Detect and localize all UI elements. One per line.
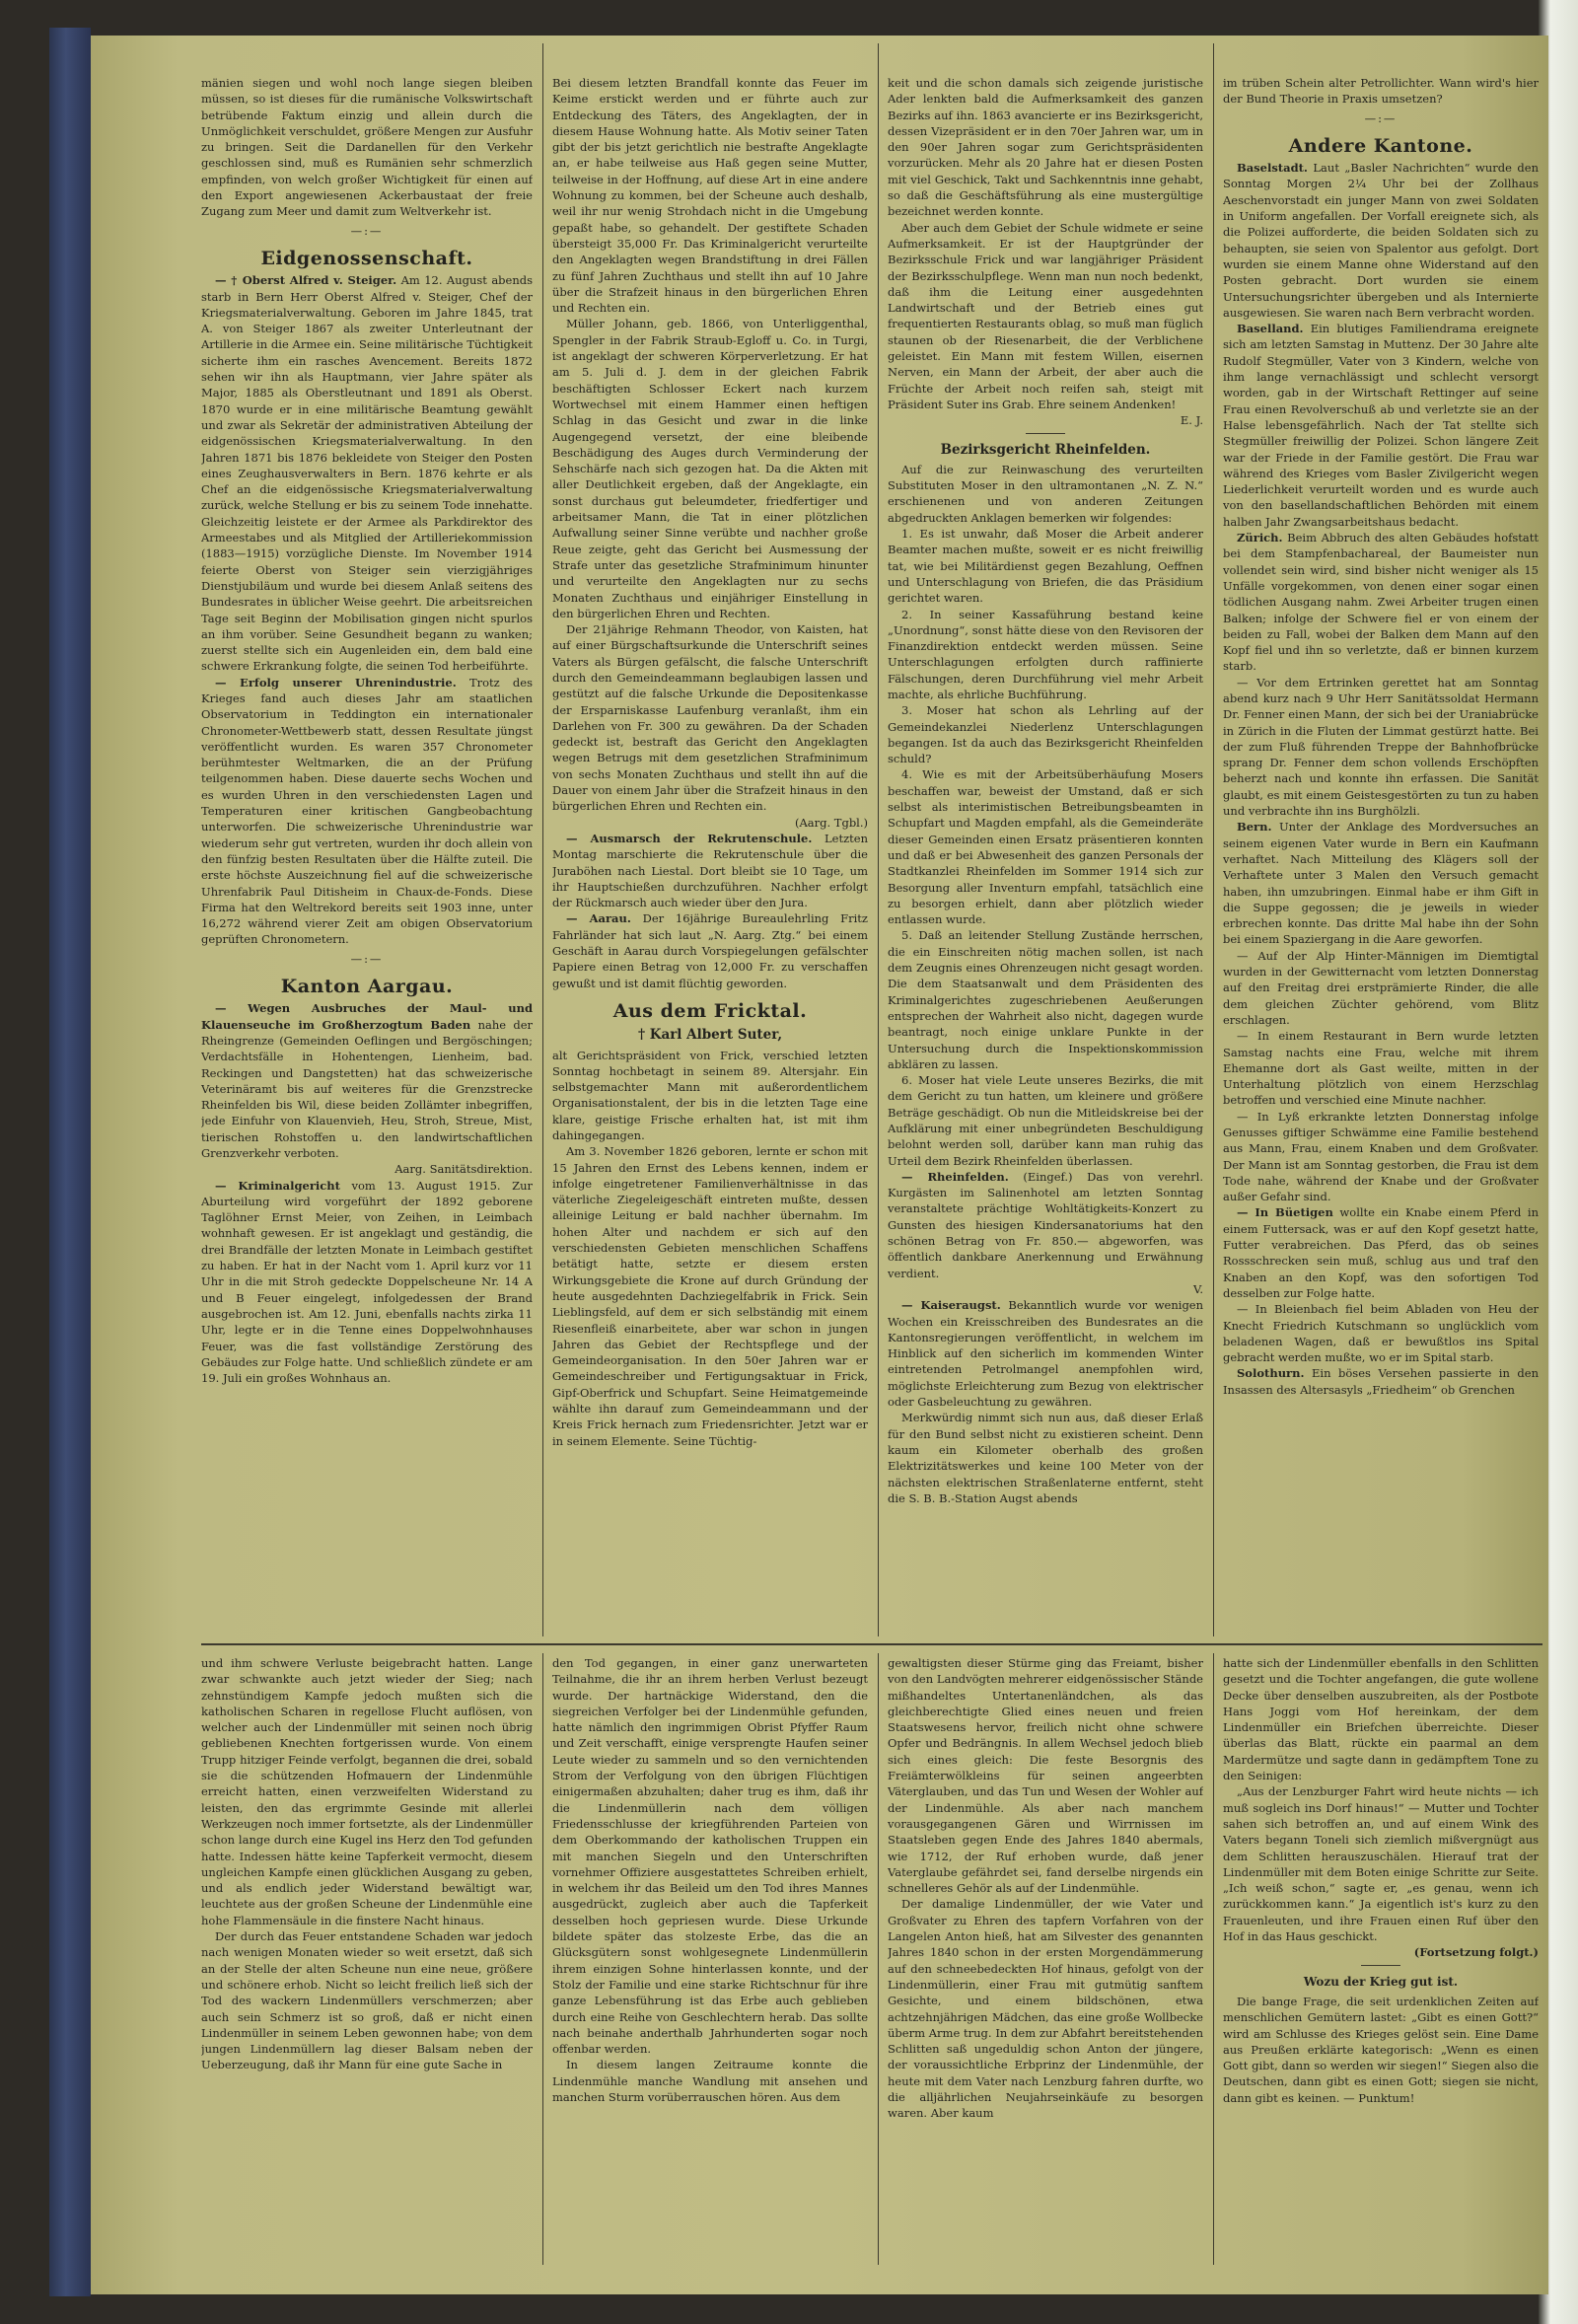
- article-text: alt Gerichtspräsident von Frick, verschied letzten Sonntag hochbetagt in seinem 89. Altersjahr. Ein selbstgemachter Mann mit außerordentlichem Organisationstalent, der bis in die letzten Tage eine klare, geistige Frische erhalten hat, ist mit ihm dahingegangen.: [552, 1048, 868, 1142]
- article-text: Müller Johann, geb. 1866, von Unterliggenthal, Spengler in der Fabrik Straub-Egloff u. Co. in Turgi, ist angeklagt der schweren Körperverletzung. Er hat am 5. Juli d. J. dem in der gleichen Fabrik beschäftigten Schlosser Eckert nach kurzem Wortwechsel mit einem Hammer einen heftigen Schlag in das Gesicht und zwar in die linke Augengegend versetzt, der eine bleibende Beschädigung des Auges durch Verminderung der Sehschärfe nach sich gezogen hat. Da die Akten mit aller Deutlichkeit ergeben, daß der Angeklagte, ein sonst durchaus gut beleumdeter, friedfertiger und arbeitsamer Mann, die Tat in einer plötzlichen Aufwallung seiner Sinne verübte und nachher große Reue zeigte, geht das Gericht bei Ausmessung der Strafe unter das gesetzliche Strafminimum hinunter und verurteilte den Angeklagten nur zu sechs Monaten Zuchthaus und einjähriger Einstellung in den bürgerlichen Ehren und Rechten.: [552, 317, 868, 620]
- column-rule: [878, 1653, 879, 2265]
- article-signature: V.: [1193, 1281, 1203, 1296]
- article-text: Aber auch dem Gebiet der Schule widmete er seine Aufmerksamkeit. Er ist der Hauptgründer der Bezirksschule Frick und war langjähriger Präsident der Bezirksschulpflege. Wenn man nun noch bedenkt, daß ihm die Leitung einer ausgedehnten Landwirtschaft und der Betrieb eines gut frequentierten Restaurants oblag, so muß man füglich staunen ob der Riesenarbeit, die der Verblichene geleistet. Ein Mann mit festem Willen, eisernen Nerven, ein Mann der Arbeit, der aber auch die Früchte der Arbeit noch reifen sah, steigt mit Präsident Suter ins Grab. Ehre seinem Andenken!: [888, 220, 1203, 411]
- article-text: Ein böses Versehen passierte in den Insassen des Altersasyls „Friedheim“ ob Grenchen: [1223, 1366, 1539, 1397]
- section-heading-eidgenossenschaft: Eidgenossenschaft.: [260, 247, 473, 269]
- article-text: mänien siegen und wohl noch lange siegen bleiben müssen, so ist dieses für die rumänische Volkswirtschaft betrübende Faktum einzig und allein durch die Unmöglichkeit verschuldet, größere Mengen zur Ausfuhr zu bringen. Seit die Dardanellen für den Verkehr geschlossen sind, muß es Rumänien sehr schmerzlich empfinden, von welch großer Wichtigkeit für einen auf den Export angewiesenen Ackerbaustaat der freie Zugang zum Meer und damit zum Weltverkehr ist.: [201, 76, 533, 219]
- article-text: 4. Wie es mit der Arbeitsüberhäufung Mosers beschaffen war, beweist der Umstand, daß er sich selbst als interimistischen Betreibungsbeamten in Schupfart und Magden empfahl, als die Gemeinderäte dieser Gemeinden einen Ersatz präsentieren konnten und daß er bei Abwesenheit des ganzen Personals der Stadtkanzlei Rheinfelden im Sommer 1914 sich zur Besorgung aller Inventurn empfahl, tatsächlich eine zu besorgen erhielt, dann aber plötzlich wieder entlassen wurde.: [888, 767, 1203, 927]
- story-text: gewaltigsten dieser Stürme ging das Freiamt, bisher von den Landvögten mehrerer eidgenössischer Stände mißhandeltes Untertanenländchen, als das gleichberechtigte Glied eines neuen und freien Staatswesens hervor, freilich nicht ohne schwere Opfer und Bedrängnis. In allem Wechsel jedoch blieb sich eines gleich: Die feste Besorgnis des Freiämterwölkleins für seinen angeerbten Väterglauben, und das Tun und Wesen der Wohler auf der Lindenmühle. Als aber nach manchem vorausgegangenen Gären und Wirrnissen im Staatsleben gegen Ende des Jahres 1840 abermals, wie 1712, der Ruf erhoben wurde, daß jener Vaterglaube gefährdet sei, fand derselbe nirgends ein schnelleres Gehör als auf der Lindenmühle.: [888, 1656, 1203, 1896]
- article-text: Auf die zur Reinwaschung des verurteilten Substituten Moser in den ultramontanen „N. Z. N.“ erschienenen und von anderen Zeitungen abgedruckten Anklagen bemerken wir folgendes:: [888, 462, 1203, 525]
- story-text: hatte sich der Lindenmüller ebenfalls in den Schlitten gesetzt und die Tochter angefangen, die gute wollene Decke über denselben auszubreiten, als der Postbote Hans Joggi vom Hof hereinkam, der dem Lindenmüller ein Briefchen überreichte. Dieser überlas das Blatt, rückte ein paarmal an dem Mardermütze und sagte dann in gedämpftem Tone zu den Seinigen:: [1223, 1656, 1539, 1783]
- column-1: [201, 75, 533, 1638]
- book-spine: [49, 28, 91, 2296]
- continuation-note: (Fortsetzung folgt.): [1413, 1945, 1539, 1960]
- column-3: [888, 75, 1203, 1638]
- story-text: Der durch das Feuer entstandene Schaden war jedoch nach wenigen Monaten wieder so weit ersetzt, daß sich an der Stelle der alten Scheune nun eine neue, größere und schönere erhob. Nicht so leicht freilich ließ sich der Tod des wackern Lindenmüllers verschmerzen; aber auch sein Schmerz ist so groß, daß er nicht einen Lindenmüller in seinem Leben gewonnen habe; von dem jungen Lindenmüllern lag dieser Balsam neben der Ueberzeugung, daß ihr Mann für eine gute Sache in: [201, 1929, 533, 2072]
- article-text: Am 12. August abends starb in Bern Herr Oberst Alfred v. Steiger, Chef der Kriegsmaterialverwaltung. Geboren im Jahre 1845, trat A. von Steiger 1867 als zweiter Unterleutnant der Artillerie in die Armee ein. Seine militärische Tüchtigkeit sicherte ihm ein rasches Avencement. Bereits 1872 sehen wir ihn als Hauptmann, vier Jahre später als Major, 1885 als Oberstleutnant und 1891 als Oberst. 1870 wurde er in eine militärische Beamtung gewählt und zwar als Sekretär der administrativen Abteilung der eidgenössischen Kriegsmaterialverwaltung. In den Jahren 1871 bis 1876 bekleidete von Steiger den Posten eines Zeughausverwalters in Bern. 1876 kehrte er als Chef an die eidgenössische Kriegsmaterialverwaltung zurück, welche Stellung er bis zu seinem Tode innehatte. Gleichzeitig leistete er der Armee als Parkdirektor des Armeestabes und als Mitglied der Artilleriekommission (1883—1915) vorzügliche Dienste. Im November 1914 feierte Oberst von Steiger sein vierzigjähriges Dienstjubiläum und wurde bei diesem Anlaß seitens des Bundesrates in üblicher Weise geehrt. Die arbeitsreichen Tage seit Beginn der Mobilisation gingen nicht spurlos an ihm vorüber. Seine Gesundheit begann zu wanken; zuerst stellte sich ein Augenleiden ein, dem bald eine schwere Erkrankung folgte, die seinen Tod herbeiführte.: [201, 273, 533, 674]
- feuilleton-column-3: [888, 1655, 1203, 2267]
- article-lead: Baselland.: [1237, 322, 1304, 336]
- article-text: vom 13. August 1915. Zur Aburteilung wird vorgeführt der 1892 geborene Taglöhner Ernst Meier, von Zeihen, in Leimbach wohnhaft gewesen. Er ist angeklagt und geständig, die drei Brandfälle der letzten Monate in Leimbach gestiftet zu haben. Er hat in der Nacht vom 1. April kurz vor 11 Uhr in die mit Stroh gedeckte Doppelscheune Nr. 14 A und B Feuer eingelegt, infolgedessen der Brand ausgebrochen ist. Am 12. Juni, ebenfalls nachts zirka 11 Uhr, legte er in die Tenne eines Doppelwohnhauses Feuer, was die fast vollständige Zerstörung des Gebäudes zur Folge hatte. Und schließlich zündete er am 19. Juli ein großes Wohnhaus an.: [201, 1178, 533, 1386]
- article-text: Letzten Montag marschierte die Rekrutenschule über die Juraböhen nach Liestal. Dort bleibt sie 10 Tage, um ihr Hauptschießen durchzuführen. Nachher erfolgt der Rückmarsch auch wieder über den Jura.: [552, 831, 868, 910]
- story-text: den Tod gegangen, in einer ganz unerwarteten Teilnahme, die ihr an ihrem herben Verlust bezeugt wurde. Der hartnäckige Widerstand, den die siegreichen Verfolger bei der Lindenmühle gefunden, hatte nämlich den ingrimmigen Obrist Pfyffer Raum und Zeit verschafft, einige versprengte Haufen seiner Leute wieder zu sammeln und so den vernichtenden Strom der Verfolgung von den übrigen Flüchtigen einigermaßen abzuhalten; daher trug es ihm, daß ihr die Lindenmüllerin nach dem völligen Friedensschlusse der kriegführenden Parteien von dem Oberkommando der katholischen Truppen ein mit manchen Siegeln und den Unterschriften vornehmer Offiziere ausgestattetes Schreiben erhielt, in welchem ihr das Beileid um den Tod ihres Mannes ausgedrückt, zugleich aber auch die Tapferkeit desselben hoch gepriesen wurde. Diese Urkunde bildete später das stolzeste Erbe, das die an Glücksgütern sonst wohlgesegnete Lindenmüllerin ihrem einzigen Sohne hinterlassen konnte, und der Stolz der Familie und eine starke Richtschnur für ihre ganze Lebensführung ist das Erbe auch geblieben durch eine Reihe von Geschlechtern herab. Das sollte nach beinahe anderthalb Jahrhunderten sogar noch offenbar werden.: [552, 1656, 868, 2057]
- article-lead: Solothurn.: [1237, 1366, 1305, 1381]
- article-lead: — Rheinfelden.: [901, 1169, 1009, 1184]
- section-heading-aargau: Kanton Aargau.: [280, 976, 454, 998]
- feuilleton-column-2: [552, 1655, 868, 2267]
- article-signature: E. J.: [1180, 413, 1203, 428]
- article-text: Die bange Frage, die seit urdenklichen Zeiten auf menschlichen Gemütern lastet: „Gibt es einen Gott?“ wird am Schlusse des Krieges gelöst sein. Eine Dame aus Preußen erklärte kategorisch: „Wenn es einen Gott gibt, dann so werden wir siegen!“ Siegen also die Deutschen, dann gibt es einen Gott; siegen sie nicht, dann gibt es keinen. — Punktum!: [1223, 1994, 1539, 2105]
- article-text: Beim Abbruch des alten Gebäudes hofstatt bei dem Stampfenbachareal, der Baumeister nun vollendet sein wird, sind bisher nicht weniger als 15 Unfälle vorgekommen, von denen einer sogar einen tödlichen Ausgang nahm. Zwei Arbeiter trugen einen Balken; infolge der Schwere fiel er von einem der beiden zu Fall, wobei der Balken dem Mann auf den Kopf fiel und ihn so verletzte, daß er binnen kurzem starb.: [1223, 531, 1539, 674]
- article-text: Ein blutiges Familiendrama ereignete sich am letzten Samstag in Muttenz. Der 30 Jahre alte Rudolf Stegmüller, Vater von 3 Kindern, welche von ihm lange vernachlässigt und schlecht versorgt worden, gab in der Wirtschaft Rettinger auf seine Frau einen Revolverschuß ab und verletzte sie an der Halse lebensgefährlich. Nach der Tat stellte sich Stegmüller freiwillig der Polizei. Schon längere Zeit war der Friede in der Familie gestört. Die Frau war während des Krieges vom Basler Zivilgericht wegen Liederlichkeit verurteilt worden und es wurde auch von den basellandschaftlichen Behörden mit einem halben Jahr Zwangsarbeitshaus bedacht.: [1223, 322, 1539, 529]
- story-text: In diesem langen Zeitraume konnte die Lindenmühle manche Wandlung mit ansehen und manchen Sturm vorüberrauschen hören. Aus dem: [552, 2058, 868, 2105]
- column-rule: [1213, 43, 1214, 1636]
- article-text: Das von verehrl. Kurgästen im Salinenhotel am letzten Sonntag veranstaltete prächtige Wohltätigkeits-Konzert zu Gunsten des hiesigen Kindersanatoriums hat den schönen Betrag von Fr. 850.— abgeworfen, was öffentlich dankbare Anerkennung und Erwähnung verdient.: [888, 1169, 1203, 1280]
- article-text: Trotz des Krieges fand auch dieses Jahr am staatlichen Observatorium in Teddington ein internationaler Chronometer-Wettbewerb statt, dessen Resultate jüngst veröffentlicht wurden. Es waren 357 Chronometer berühmtester Weltmarken, die an der Prüfung teilgenommen haben. Diese dauerte sechs Wochen und es wurden Uhren in den verschiedensten Lagen und Temperaturen einer kritischen Gangbeobachtung unterworfen. Die schweizerische Uhrenindustrie war wiederum sehr gut vertreten, wurden ihr doch allein von den fünfzig besten Resultaten über die Hälfte zuteil. Die erste höchste Auszeichnung fiel auf die schweizerische Uhrenfabrik Paul Ditisheim in Chaux-de-Fonds. Diese Firma hat den Weltrekord bereits seit 1903 inne, unter 16,272 während vierer Zeit am obigen Observatorium geprüften Chronometern.: [201, 675, 533, 947]
- article-source: Aarg. Sanitätsdirektion.: [394, 1162, 533, 1177]
- feuilleton-rule: [201, 1643, 1542, 1645]
- article-text: nahe der Rheingrenze (Gemeinden Oeflingen und Bergöschingen; Verdachtsfälle in Hohentengen, Lienheim, bad. Reckingen und Dangstetten) hat das schweizerische Veterinäramt bis auf weiteres für die Grenzstrecke Rheinfelden bis Wil, diese beiden Zollämter inbegriffen, jede Einfuhr von Klauenvieh, Heu, Stroh, Streue, Mist, tierischen Rohstoffen u. den landwirtschaftlichen Grenzverkehr verboten.: [201, 1017, 533, 1160]
- column-rule: [542, 43, 543, 1636]
- separator: —:—: [350, 951, 384, 966]
- column-rule: [878, 43, 879, 1636]
- article-text: Der 16jährige Bureaulehrling Fritz Fahrländer hat sich laut „N. Aarg. Ztg.“ bei einem Geschäft in Aarau durch Vorspiegelungen gefälschter Papiere einen Betrag von 12,000 Fr. zu verschaffen gewußt und ist damit flüchtig geworden.: [552, 911, 868, 990]
- separator: —:—: [350, 223, 384, 238]
- article-text: keit und die schon damals sich zeigende juristische Ader lenkten bald die Aufmerksamkeit des ganzen Bezirks auf ihn. 1863 avancierte er ins Bezirksgericht, dessen Vizepräsident er in den 70er Jahren war, um in den 90er Jahren sogar zum Gerichtspräsidenten vorzurücken. Mehr als 20 Jahre hat er diesen Posten mit viel Geschick, Takt und Sachkenntnis inne gehabt, so daß die Geschäftsführung als eine mustergültige bezeichnet werden konnte.: [888, 76, 1203, 219]
- article-text: 6. Moser hat viele Leute unseres Bezirks, die mit dem Gericht zu tun hatten, um kleinere und größere Beträge geschädigt. Ob nun die Mitleidskreise bei der Aufklärung mit einer unbegründeten Beschuldigung belohnt werden soll, darüber kann man ruhig das Urteil dem Bezirk Rheinfelden überlassen.: [888, 1073, 1203, 1168]
- article-text: Bekanntlich wurde vor wenigen Wochen ein Kreisschreiben des Bundesrates an die Kantonsregierungen veröffentlicht, in welchem im Hinblick auf den sicherlich im kommenden Winter eintretenden Petrolmangel anempfohlen wird, möglichste Erleichterung zum Bezug von elektrischer oder Gasbeleuchtung zu gewähren.: [888, 1298, 1203, 1410]
- article-text: — In Lyß erkrankte letzten Donnerstag infolge Genusses giftiger Schwämme eine Familie bestehend aus Mann, Frau, einem Knaben und dem Großvater. Der Mann ist am Sonntag gestorben, die Frau ist dem Tode nahe, während der Knabe und der Großvater außer Gefahr sind.: [1223, 1109, 1539, 1204]
- article-lead: Bern.: [1237, 820, 1272, 835]
- article-lead: Baselstadt.: [1237, 161, 1308, 176]
- newspaper-page: [91, 36, 1548, 2294]
- article-text: Bei diesem letzten Brandfall konnte das Feuer im Keime erstickt werden und er führte auch zur Entdeckung des Täters, des Angeklagten, der in diesem Hause Wohnung hatte. Als Motiv seiner Taten gibt der bis jetzt gerichtlich nie bestrafte Angeklagte an, er habe teilweise aus Haß gegen seine Mutter, teilweise in der Hoffnung, auf diese Art in eine andere Wohnung zu kommen, bei der Scheune auch deshalb, weil ihr nur wenig Strohdach nicht in die Umgebung gepaßt habe, so gehandelt. Der gestiftete Schaden übersteigt 35,000 Fr. Das Kriminalgericht verurteilte den Angeklagten wegen Brandstiftung in drei Fällen zu fünf Jahren Zuchthaus und stellt ihn auf 10 Jahre über die Strafzeit hinaus in den bürgerlichen Ehren und Rechten ein.: [552, 76, 868, 316]
- article-source: (Eingef.): [1023, 1169, 1073, 1184]
- column-2: [552, 75, 868, 1638]
- story-text: Der damalige Lindenmüller, der wie Vater und Großvater zu Ehren des tapfern Vorfahren von der Langelen Anton hieß, hat am Silvester des genannten Jahres 1840 schon in der ersten Morgendämmerung auf den schneebedeckten Hof hinaus, gefolgt von der Lindenmüllerin, einer Frau mit gutmütig sanftem Gesichte, und einem bildschönen, etwa achtzehnjährigen Mädchen, das eine große Wollbecke überm Arme trug. In dem zur Abfahrt bereitstehenden Schlitten saß ungeduldig schon Anton der jüngere, der voraussichtliche Erbprinz der Lindenmühle, der heute mit dem Vater nach Lenzburg fahren durfte, wo die alljährlichen Neujahrseinkäufe zu besorgen waren. Aber kaum: [888, 1897, 1203, 2121]
- column-4: [1223, 75, 1539, 1638]
- article-text: Laut „Basler Nachrichten“ wurde den Sonntag Morgen 2¼ Uhr bei der Zollhaus Aeschenvorstadt ein junger Mann von zwei Soldaten in Uniform angefallen. Der Vorfall ereignete sich, als die Polizei aufforderte, die beiden Soldaten sich zu behaupten, sie seien von Spalentor aus gefolgt. Dort wurden sie einem Manne ohne Widerstand auf den Posten gebracht. Dort wurden sie einem Untersuchungsrichter übergeben und als Internierte ausgewiesen. Sie waren nach Bern verbracht worden.: [1223, 161, 1539, 320]
- article-text: 5. Daß an leitender Stellung Zustände herrschen, die ein Einschreiten nötig machen sollen, ist nach dem Zeugnis eines Ohrenzeugen nicht gesagt worden. Die dem Staatsanwalt und dem Präsidenten des Kriminalgerichtes zugeschriebenen Aeußerungen entsprechen der Wahrheit also nicht, dagegen wurde beantragt, noch einige unklare Punkte in der Untersuchung durch die Inspektionskommission abklären zu lassen.: [888, 928, 1203, 1071]
- article-text: wollte ein Knabe einem Pferd in einem Futtersack, was er auf den Kopf gesetzt hatte, Futter verabreichen. Das Pferd, das ob seines Rossschrecken sein muß, schlug aus und traf den Knaben an den Kopf, was den sofortigen Tod desselben zur Folge hatte.: [1223, 1205, 1539, 1300]
- column-rule: [1213, 1653, 1214, 2265]
- story-text: und ihm schwere Verluste beigebracht hatten. Lange zwar schwankte auch jetzt wieder der Sieg; nach zehnstündigem Kampfe jedoch mußten sich die katholischen Scharen in regellose Flucht auflösen, von welcher auch der Lindenmüller mit seinen noch übrig gebliebenen Knechten fortgerissen wurde. Von einem Trupp hitziger Feinde verfolgt, begannen die drei, sobald sie die schützenden Hofmauern der Lindenmühle erreicht hatten, einen verzweifelten Widerstand zu leisten, den das ergrimmte Gesinde mit allerlei Werkzeugen noch immer fortsetzte, als der Lindenmüller schon lange durch eine Kugel ins Herz den Tod gefunden hatte. Indessen hätte keine Tapferkeit vermocht, diesem ungleichen Kampfe einen glücklichen Ausgang zu geben, und als endlich jeder Widerstand bewältigt war, leuchtete aus der großen Scheune der Lindenmühle eine hohe Flammensäule in die finstere Nacht hinaus.: [201, 1656, 533, 1927]
- divider: [1361, 1965, 1400, 1966]
- article-lead: — Ausmarsch der Rekrutenschule.: [566, 831, 813, 845]
- article-heading-krieg: Wozu der Krieg gut ist.: [1303, 1974, 1459, 1989]
- article-lead: — Kriminalgericht: [215, 1178, 340, 1193]
- article-lead: — Wegen Ausbruches der Maul- und Klauenseuche im Großherzogtum Baden: [201, 1001, 533, 1032]
- feuilleton-column-4: [1223, 1655, 1539, 2267]
- article-lead: — Kaiseraugst.: [901, 1298, 1001, 1313]
- article-text: 3. Moser hat schon als Lehrling auf der Gemeindekanzlei Niederlenz Unterschlagungen begangen. Ist da auch das Bezirksgericht Rheinfelden schuld?: [888, 703, 1203, 766]
- article-text: — In einem Restaurant in Bern wurde letzten Samstag nachts eine Frau, welche mit ihrem Ehemanne dort als Gast weilte, mitten in der Unterhaltung plötzlich von einem Herzschlag betroffen und verschied eine Minute nachher.: [1223, 1029, 1539, 1108]
- article-lead: — In Büetigen: [1237, 1205, 1333, 1220]
- article-text: im trüben Schein alter Petrollichter. Wann wird's hier der Bund Theorie in Praxis umsetzen?: [1223, 76, 1539, 107]
- feuilleton-column-1: [201, 1655, 533, 2267]
- divider: [1026, 433, 1065, 434]
- section-heading-andere-kantone: Andere Kantone.: [1288, 134, 1473, 157]
- article-lead: — † Oberst Alfred v. Steiger.: [215, 273, 397, 288]
- article-lead: Zürich.: [1237, 531, 1283, 545]
- article-text: 2. In seiner Kassaführung bestand keine „Unordnung“, sonst hätte diese von den Revisoren der Finanzdirektion entdeckt werden müssen. Seine Unterschlagungen erfolgten durch raffinierte Fälschungen, deren Durchführung viel mehr Arbeit machte, als ehrliche Buchführung.: [888, 607, 1203, 701]
- article-lead: — Erfolg unserer Uhrenindustrie.: [215, 675, 457, 690]
- section-heading-bezirksgericht: Bezirksgericht Rheinfelden.: [940, 441, 1151, 458]
- article-source: (Aarg. Tgbl.): [794, 815, 868, 830]
- obituary-title: † Karl Albert Suter,: [637, 1027, 783, 1044]
- article-text: — In Bleienbach fiel beim Abladen von Heu der Knecht Friedrich Kutschmann so unglücklich vom beladenen Wagen, daß er bewußtlos ins Spital gebracht werden mußte, wo er im Spital starb.: [1223, 1302, 1539, 1365]
- article-text: — Auf der Alp Hinter-Männigen im Diemtigtal wurden in der Gewitternacht vom letzten Donnerstag auf den Freitag drei erstprämierte Rinder, die alle dem gleichen Züchter gehörend, vom Blitz erschlagen.: [1223, 948, 1539, 1027]
- story-text: „Aus der Lenzburger Fahrt wird heute nichts — ich muß sogleich ins Dorf hinaus!“ — Mutter und Tochter sahen sich betroffen an, und auf einem Wink des Vaters begann Toneli sich ziemlich mißvergnügt aus dem Schlitten herauszuschälen. Hierauf trat der Lindenmüller mit dem Boten einige Schritte zur Seite. „Ich weiß schon,“ sagte er, „es genau, wenn ich zurückkommen kann.“ Ja eigentlich ist's kurz zu den Frauenleuten, und ihre Frauen einen Ruf über den Hof in das Haus geschickt.: [1223, 1784, 1539, 1944]
- section-heading-fricktal: Aus dem Fricktal.: [612, 999, 808, 1022]
- article-text: 1. Es ist unwahr, daß Moser die Arbeit anderer Beamter machen mußte, soweit er es nicht freiwillig tat, wie bei Militärdienst gegen Bezahlung, Oeffnen und Unterschlagung von Briefen, die das Präsidium gerichtet waren.: [888, 527, 1203, 606]
- article-text: Unter der Anklage des Mordversuches an seinem eigenen Vater wurde in Bern ein Kaufmann verhaftet. Nach Mitteilung des Klägers soll der Verhaftete unter 3 Malen den Versuch gemacht haben, ihn umzubringen. Einmal habe er ihm Gift in die Suppe gegossen; die je jeweils in wieder erbrechen konnte. Das dritte Mal habe ihn der Sohn bei einem Spaziergang in die Aare geworfen.: [1223, 820, 1539, 947]
- column-rule: [542, 1653, 543, 2265]
- article-text: Merkwürdig nimmt sich nun aus, daß dieser Erlaß für den Bund selbst nicht zu existieren scheint. Denn kaum ein Kilometer oberhalb des großen Elektrizitätswerkes und keine 100 Meter von der nächsten elektrischen Straßenlaterne entfernt, steht die S. B. B.-Station Augst abends: [888, 1411, 1203, 1505]
- article-text: Am 3. November 1826 geboren, lernte er schon mit 15 Jahren den Ernst des Lebens kennen, indem er infolge eingetretener Familienverhältnisse in das väterliche Ziegeleigeschäft eintreten mußte, dessen alleinige Leitung er bald nachher übernahm. Im hohen Alter und nachdem er sich auf den verschiedensten Gebieten menschlichen Schaffens betätigt hatte, setzte er diesem ersten Wirkungsgebiete die Krone auf durch Gründung der heute ausgedehnten Dachziegelfabrik in Frick. Sein Lieblingsfeld, auf dem er sich selbständig mit einem Riesenfleiß einarbeitete, aber war schon in jungen Jahren das Gebiet der Rechtspflege und der Gemeindeorganisation. In den 50er Jahren war er Gemeindeschreiber und Fertigungsaktuar in Frick, Gipf-Oberfrick und Schupfart. Seine Heimatgemeinde wählte ihn darauf zum Gemeindeammann und der Kreis Frick hernach zum Friedensrichter. Jetzt war er in seinem Elemente. Seine Tüchtig-: [552, 1144, 868, 1448]
- article-text: — Vor dem Ertrinken gerettet hat am Sonntag abend kurz nach 9 Uhr Herr Sanitätssoldat Hermann Dr. Fenner einen Mann, der sich bei der Uraniabrücke in Zürich in die Fluten der Limmat gestürzt hatte. Bei der zum Fluß führenden Treppe der Bahnhofbrücke sprang Dr. Fenner dem schon vollends Erschöpften beherzt nach und konnte ihn erfassen. Die Sanität glaubt, es mit einem Geistesgestörten zu tun zu haben und verbrachte ihn ins Burghölzli.: [1223, 675, 1539, 819]
- separator: —:—: [1364, 110, 1398, 125]
- article-text: Der 21jährige Rehmann Theodor, von Kaisten, hat auf einer Bürgschaftsurkunde die Unterschrift seines Vaters als Bürgen gefälscht, die falsche Unterschrift durch den Gemeindeammann beglaubigen lassen und gestützt auf die falsche Urkunde die Depositenkasse der Ersparniskasse Laufenburg veranlaßt, ihm ein Darlehen von Fr. 300 zu gewähren. Da der Schaden gedeckt ist, bestraft das Gericht den Angeklagten wegen Betrugs mit dem gesetzlichen Strafminimum von sechs Monaten Zuchthaus und stellt ihn auf die Dauer von einem Jahr über die Strafzeit hinaus in den bürgerlichen Ehren und Rechten ein.: [552, 622, 868, 814]
- article-lead: — Aarau.: [566, 911, 631, 926]
